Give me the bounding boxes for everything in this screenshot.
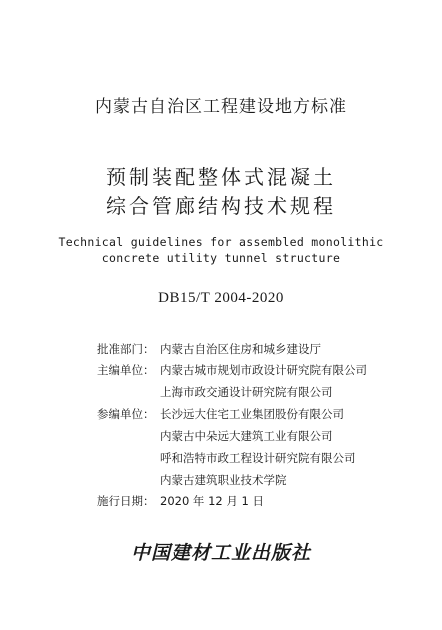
participant-1: 长沙远大住宅工业集团股份有限公司 <box>160 407 344 421</box>
standard-code: DB15/T 2004-2020 <box>158 290 284 306</box>
effective-date-value: 2020 年 12 月 1 日 <box>160 494 264 508</box>
participant-4: 内蒙古建筑职业技术学院 <box>160 473 287 487</box>
participant-3: 呼和浩特市政工程设计研究院有限公司 <box>160 451 356 465</box>
participant-2: 内蒙古中朵远大建筑工业有限公司 <box>160 429 333 443</box>
chief-editor-1: 内蒙古城市规划市政设计研究院有限公司 <box>160 363 367 377</box>
publisher-logo-text: 中国建材工业出版社 <box>130 542 311 564</box>
english-title-line-2: concrete utility tunnel structure <box>101 251 341 265</box>
chief-editor-2: 上海市政交通设计研究院有限公司 <box>160 385 333 399</box>
participant-label: 参编单位： <box>97 407 155 421</box>
main-title-line-2: 综合管廊结构技术规程 <box>106 194 336 218</box>
chief-editor-label: 主编单位： <box>97 363 155 377</box>
approval-label: 批准部门： <box>97 342 155 356</box>
issuer-heading: 内蒙古自治区工程建设地方标准 <box>95 97 347 117</box>
english-title-line-1: Technical guidelines for assembled monolithic <box>58 235 384 249</box>
approval-value: 内蒙古自治区住房和城乡建设厅 <box>160 342 321 356</box>
effective-date-label: 施行日期： <box>97 494 155 508</box>
main-title-line-1: 预制装配整体式混凝土 <box>106 165 336 189</box>
